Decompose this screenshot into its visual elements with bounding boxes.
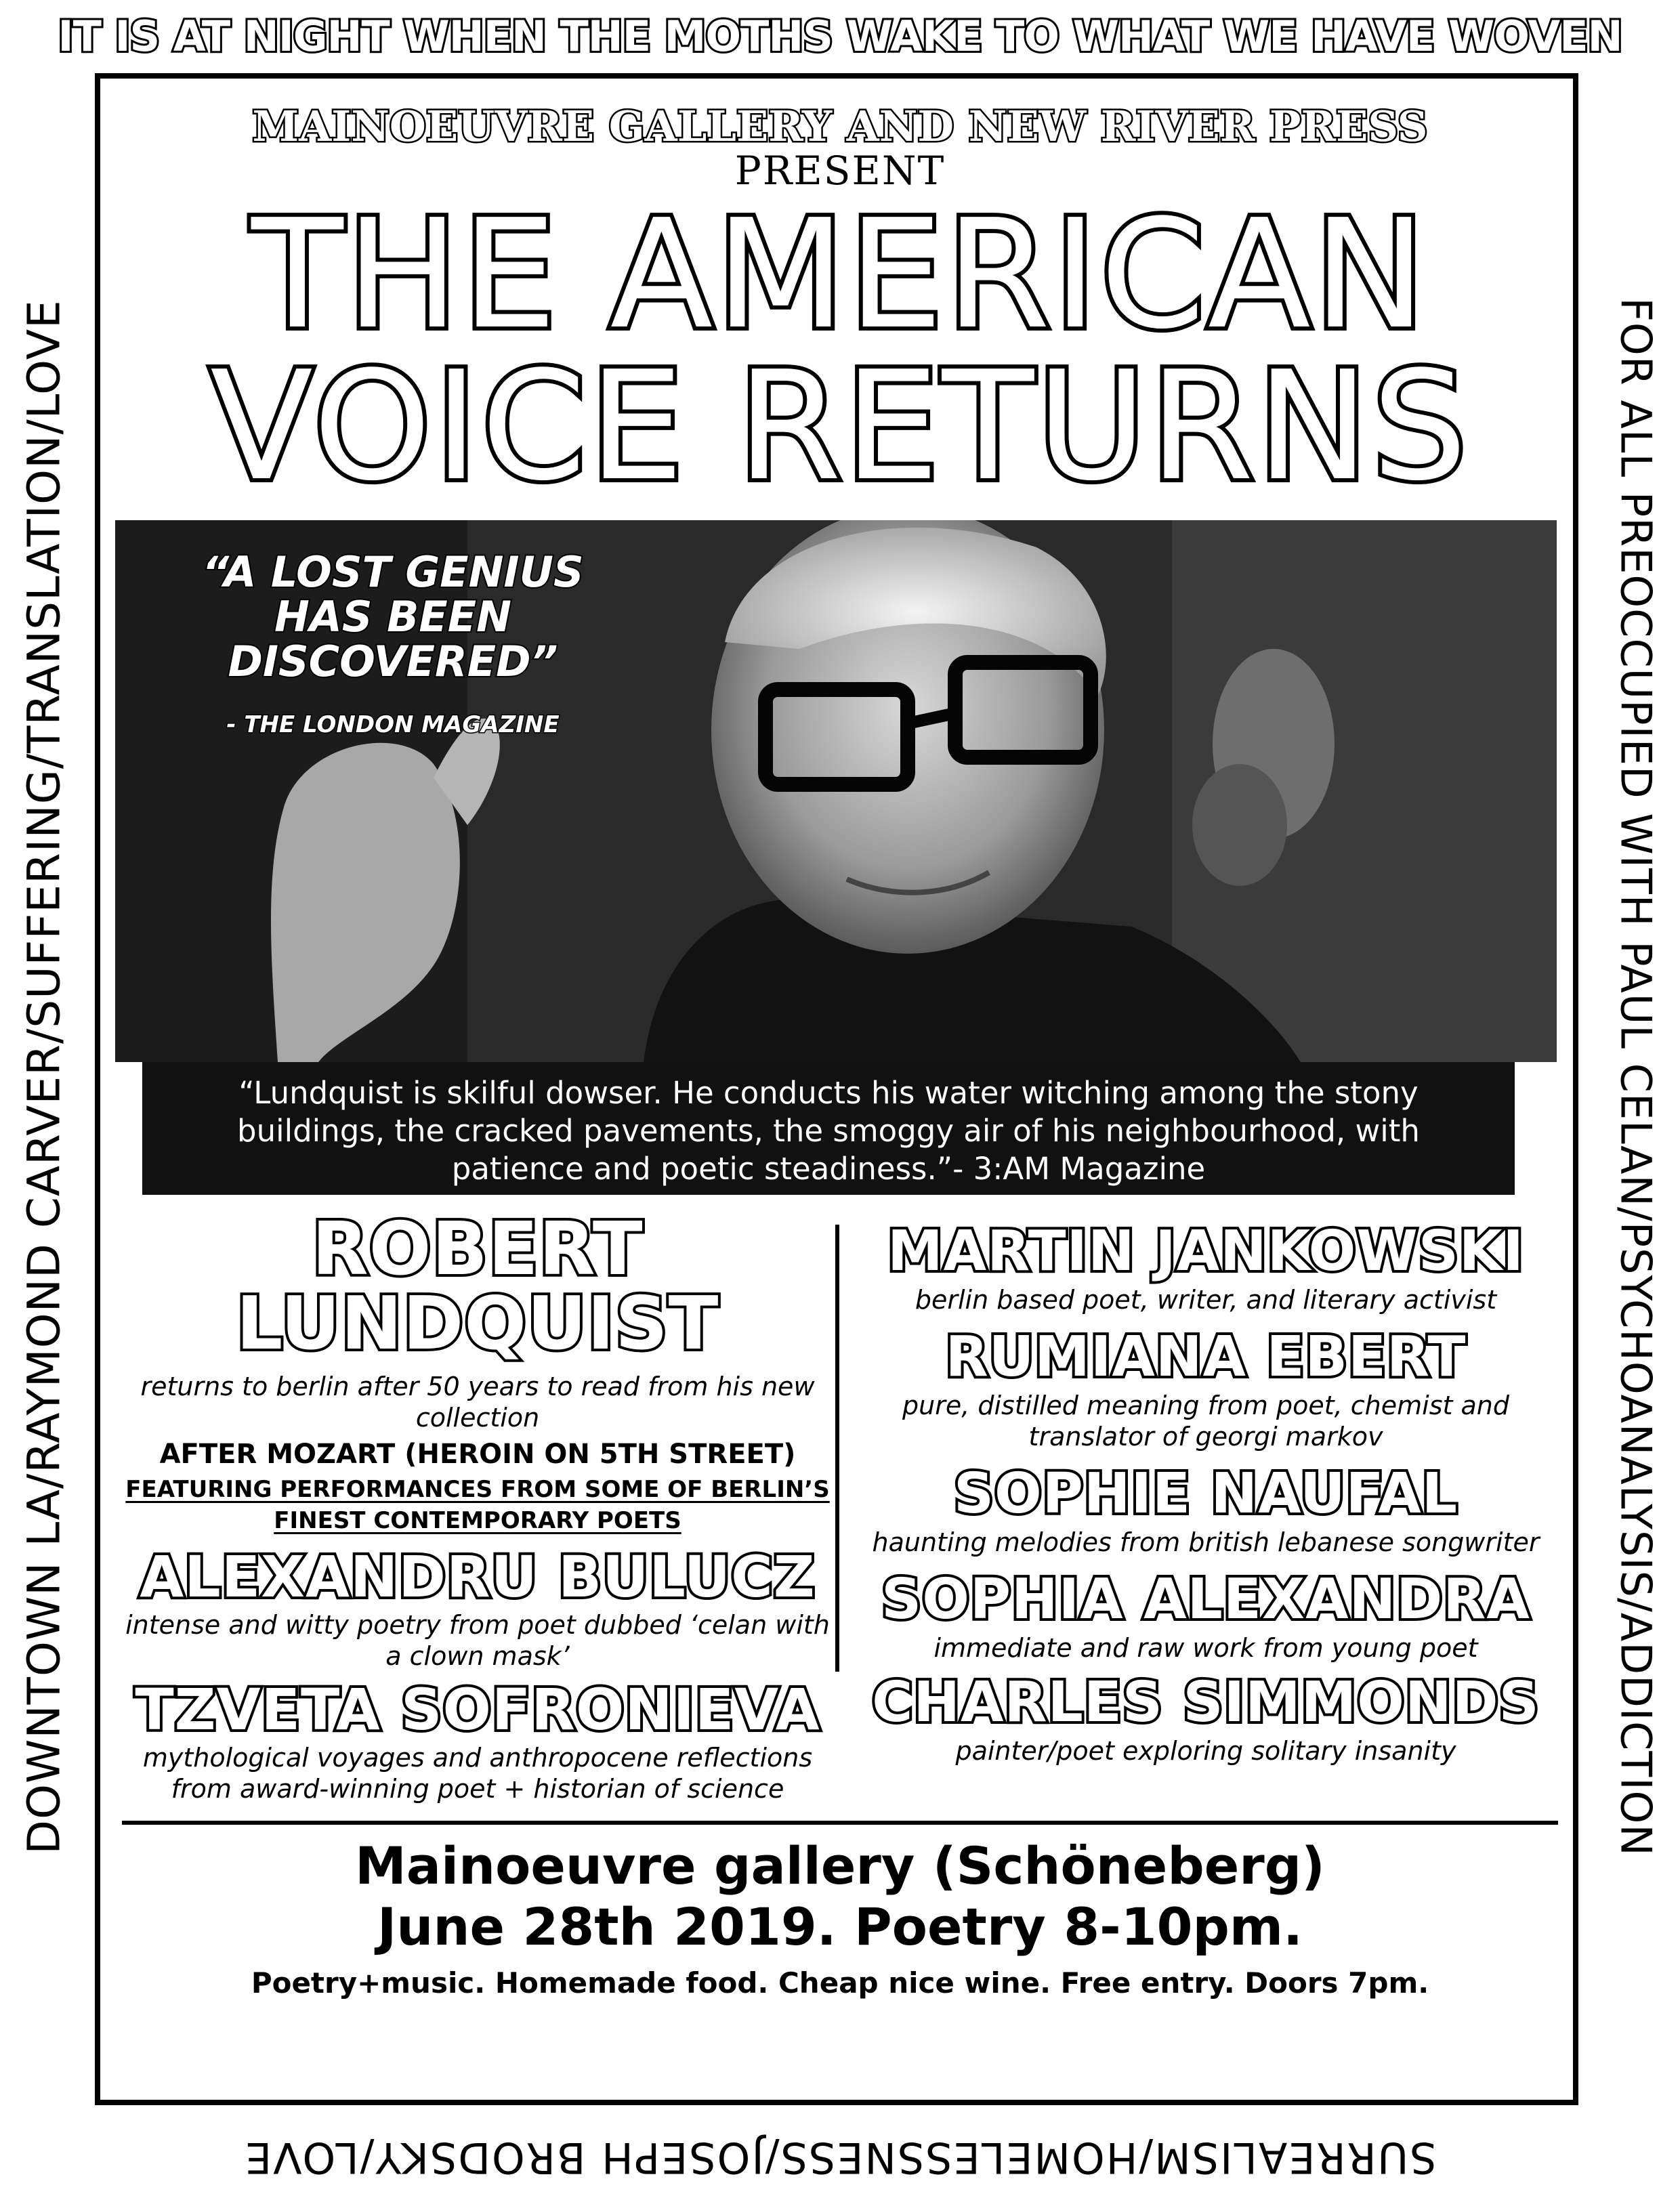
praise-source: - THE LONDON MAGAZINE bbox=[226, 711, 560, 738]
left-column bbox=[122, 1207, 833, 1804]
performer-description-sophia-alexandra: immediate and raw work from young poet bbox=[933, 1633, 1478, 1663]
poster-title-line-2: VOICE RETURNS bbox=[210, 339, 1470, 514]
present-label: PRESENT bbox=[734, 148, 946, 194]
performer-name-sophie-naufal: SOPHIE NAUFAL bbox=[953, 1462, 1458, 1526]
right-column bbox=[847, 1219, 1565, 1767]
performer-description-tzveta-sofronieva: mythological voyages and anthropocene reflections from award-winning poet + historian of science bbox=[142, 1743, 813, 1804]
presenters-line: MAINOEUVRE GALLERY AND NEW RIVER PRESS bbox=[252, 102, 1428, 151]
performer-name-sophia-alexandra: SOPHIA ALEXANDRA bbox=[881, 1567, 1530, 1632]
right-side-text: FOR ALL PREOCCUPIED WITH PAUL CELAN/PSYCHOANALYSIS/ADDICTION bbox=[1611, 297, 1661, 1857]
performer-name-alexandru-bulucz: ALEXANDRU BULUCZ bbox=[140, 1544, 816, 1610]
footer-divider bbox=[122, 1821, 1558, 1825]
praise-quote: “A LOST GENIUS HAS BEEN DISCOVERED” bbox=[202, 547, 584, 686]
event-details: Poetry+music. Homemade food. Cheap nice wine. Free entry. Doors 7pm. bbox=[251, 1966, 1429, 2000]
left-side-text: DOWNTOWN LA/RAYMOND CARVER/SUFFERING/TRANSLATION/LOVE bbox=[18, 299, 70, 1855]
headliner-name-line-1: ROBERT bbox=[312, 1207, 644, 1292]
headliner-book: AFTER MOZART (HEROIN ON 5TH STREET) bbox=[159, 1439, 796, 1470]
performer-name-rumiana-ebert: RUMIANA EBERT bbox=[945, 1325, 1467, 1389]
top-banner: IT IS AT NIGHT WHEN THE MOTHS WAKE TO WHAT WE HAVE WOVEN bbox=[58, 12, 1622, 61]
performer-description-alexandru-bulucz: intense and witty poetry from poet dubbed ‘celan with a clown mask’ bbox=[125, 1610, 830, 1671]
performer-description-rumiana-ebert: pure, distilled meaning from poet, chemist and translator of georgi markov bbox=[902, 1391, 1509, 1452]
headliner-description: returns to berlin after 50 years to read from his new collection bbox=[140, 1372, 815, 1433]
featuring-note: FEATURING PERFORMANCES FROM SOME OF BERLIN’S FINEST CONTEMPORARY POETS bbox=[125, 1476, 830, 1534]
review-quote-box bbox=[142, 1062, 1515, 1195]
performer-description-charles-simmonds: painter/poet exploring solitary insanity bbox=[955, 1736, 1456, 1766]
performer-name-tzveta-sofronieva: TZVETA SOFRONIEVA bbox=[135, 1676, 820, 1743]
performer-name-martin-jankowski: MARTIN JANKOWSKI bbox=[887, 1219, 1524, 1284]
performer-description-sophie-naufal: haunting melodies from british lebanese songwriter bbox=[872, 1527, 1540, 1557]
poster-title-line-1: THE AMERICAN bbox=[251, 188, 1429, 362]
performer-name-charles-simmonds: CHARLES SIMMONDS bbox=[872, 1670, 1540, 1735]
date-line: June 28th 2019. Poetry 8-10pm. bbox=[377, 1897, 1303, 1957]
venue-line: Mainoeuvre gallery (Schöneberg) bbox=[355, 1836, 1325, 1896]
bottom-banner-text: SURREALISM/HOMELESSNESS/JOSEPH BRODSKY/LOVE bbox=[243, 2133, 1437, 2182]
headliner-name-line-2: LUNDQUIST bbox=[236, 1282, 719, 1366]
bottom-banner bbox=[0, 2127, 1680, 2188]
review-quote: “Lundquist is skilful dowser. He conducts his water witching among the stony buildings, the cracked pavements, the smoggy air of his neighbourhood, with patience and poetic steadiness.”- 3:AM Magazine bbox=[237, 1075, 1420, 1187]
performer-description-martin-jankowski: berlin based poet, writer, and literary activist bbox=[915, 1285, 1497, 1315]
column-divider bbox=[835, 1225, 839, 1672]
